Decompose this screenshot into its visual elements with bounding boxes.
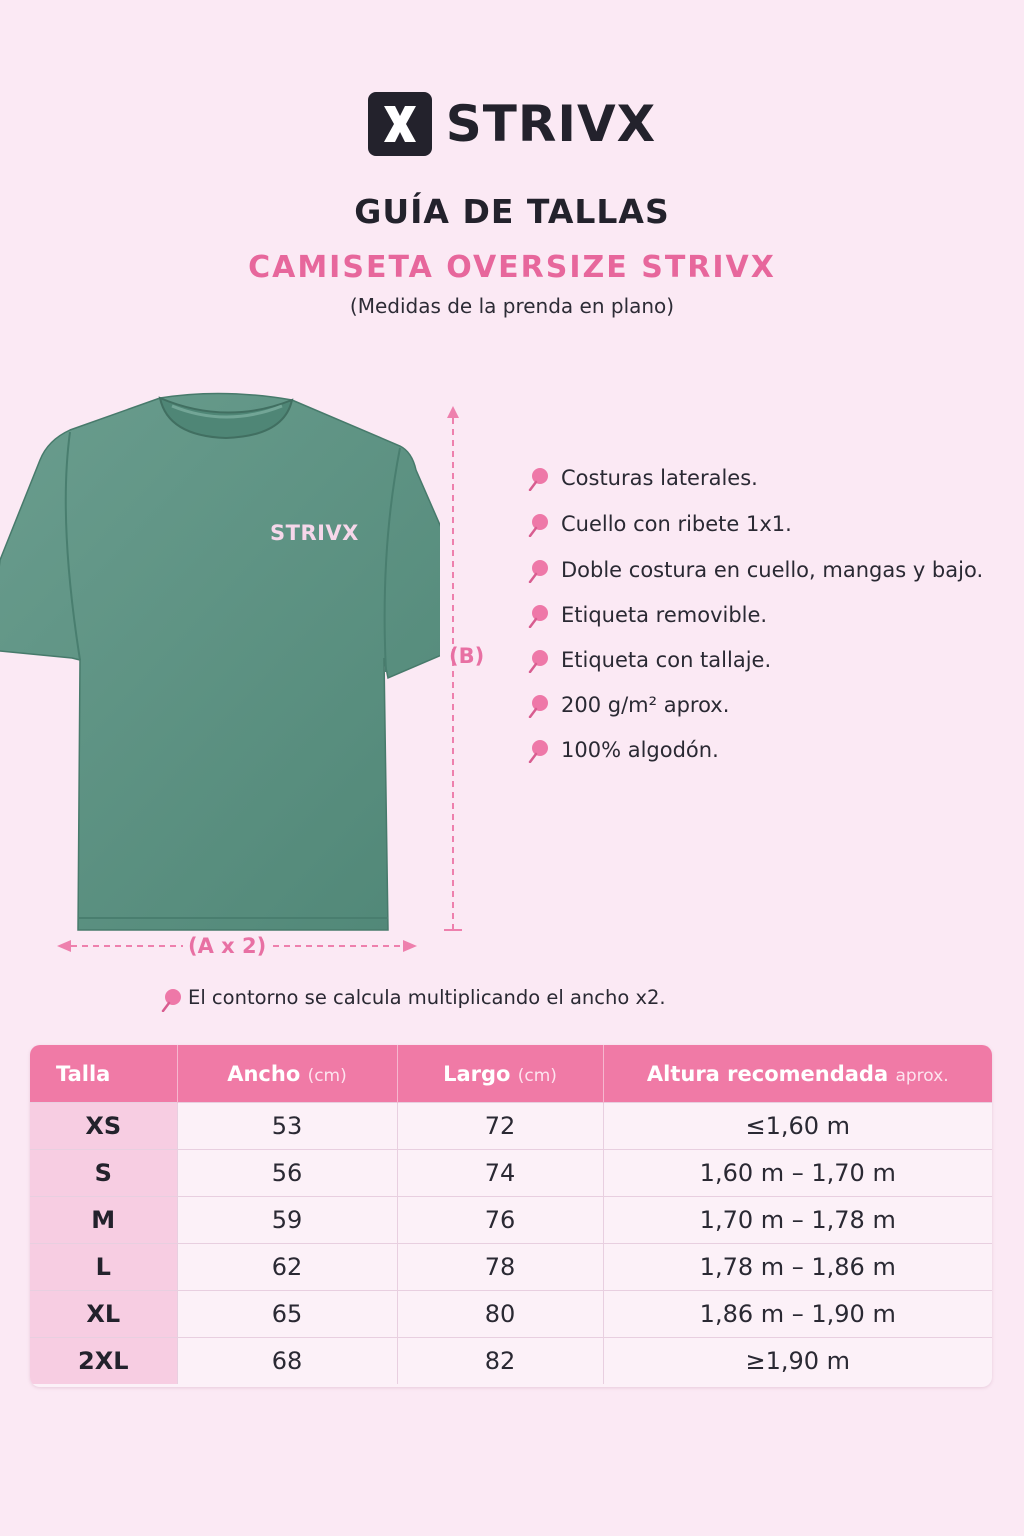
cell-height: 1,70 m – 1,78 m bbox=[603, 1197, 992, 1244]
pin-icon bbox=[527, 467, 549, 491]
feature-text: Etiqueta con tallaje. bbox=[561, 648, 772, 672]
pin-icon bbox=[527, 513, 549, 537]
cell-width: 65 bbox=[177, 1291, 397, 1338]
table-row bbox=[30, 1291, 992, 1338]
feature-item bbox=[527, 555, 997, 586]
feature-text: Costuras laterales. bbox=[561, 466, 758, 490]
cell-width: 56 bbox=[177, 1150, 397, 1197]
table-row bbox=[30, 1197, 992, 1244]
table-header-row bbox=[30, 1045, 992, 1103]
cell-length: 78 bbox=[397, 1244, 603, 1291]
cell-height: ≤1,60 m bbox=[603, 1103, 992, 1150]
brand-logo bbox=[0, 92, 1024, 156]
width-measure-label: (A x 2) bbox=[188, 934, 267, 958]
cell-width: 53 bbox=[177, 1103, 397, 1150]
pin-icon bbox=[527, 649, 549, 673]
feature-item bbox=[527, 690, 997, 721]
cell-size: XS bbox=[30, 1103, 177, 1150]
cell-length: 80 bbox=[397, 1291, 603, 1338]
col-header-size: Talla bbox=[30, 1045, 177, 1103]
cell-length: 76 bbox=[397, 1197, 603, 1244]
pin-icon bbox=[160, 988, 182, 1012]
measure-note: (Medidas de la prenda en plano) bbox=[349, 294, 675, 318]
page-title: GUÍA DE TALLAS bbox=[354, 192, 670, 231]
feature-text: Doble costura en cuello, mangas y bajo. bbox=[561, 558, 984, 582]
feature-item bbox=[527, 509, 997, 540]
col-header-length: Largo (cm) bbox=[397, 1045, 603, 1103]
pin-icon bbox=[527, 694, 549, 718]
feature-text: 200 g/m² aprox. bbox=[561, 693, 730, 717]
cell-height: 1,86 m – 1,90 m bbox=[603, 1291, 992, 1338]
cell-height: 1,78 m – 1,86 m bbox=[603, 1244, 992, 1291]
feature-text: Etiqueta removible. bbox=[561, 603, 768, 627]
col-header-height: Altura recomendada aprox. bbox=[603, 1045, 992, 1103]
feature-item bbox=[527, 600, 997, 631]
cell-length: 72 bbox=[397, 1103, 603, 1150]
page-subtitle: CAMISETA OVERSIZE STRIVX bbox=[248, 250, 776, 285]
col-header-width: Ancho (cm) bbox=[177, 1045, 397, 1103]
cell-width: 68 bbox=[177, 1338, 397, 1385]
cell-size: S bbox=[30, 1150, 177, 1197]
pin-icon bbox=[527, 604, 549, 628]
pin-icon bbox=[527, 559, 549, 583]
feature-text: Cuello con ribete 1x1. bbox=[561, 512, 792, 536]
height-measure-label: (B) bbox=[449, 644, 485, 668]
cell-length: 82 bbox=[397, 1338, 603, 1385]
tshirt-illustration bbox=[0, 390, 440, 940]
size-table bbox=[30, 1045, 992, 1387]
cell-height: 1,60 m – 1,70 m bbox=[603, 1150, 992, 1197]
cell-size: 2XL bbox=[30, 1338, 177, 1385]
pin-icon bbox=[527, 739, 549, 763]
footnote-text: El contorno se calcula multiplicando el ancho x2. bbox=[188, 986, 666, 1009]
cell-width: 59 bbox=[177, 1197, 397, 1244]
feature-item bbox=[527, 645, 997, 676]
feature-item bbox=[527, 735, 997, 766]
cell-size: XL bbox=[30, 1291, 177, 1338]
cell-length: 74 bbox=[397, 1150, 603, 1197]
table-row bbox=[30, 1338, 992, 1385]
cell-width: 62 bbox=[177, 1244, 397, 1291]
height-measure-arrow bbox=[440, 400, 470, 940]
brand-name: STRIVX bbox=[445, 95, 657, 153]
shirt-print-label: STRIVX bbox=[270, 521, 359, 545]
table-row bbox=[30, 1103, 992, 1150]
cell-size: M bbox=[30, 1197, 177, 1244]
logo-x-icon bbox=[368, 92, 432, 156]
cell-size: L bbox=[30, 1244, 177, 1291]
table-row bbox=[30, 1244, 992, 1291]
table-row bbox=[30, 1150, 992, 1197]
features-list bbox=[527, 463, 997, 766]
cell-height: ≥1,90 m bbox=[603, 1338, 992, 1385]
feature-text: 100% algodón. bbox=[561, 738, 719, 762]
feature-item bbox=[527, 463, 997, 494]
contour-footnote bbox=[160, 986, 666, 1009]
